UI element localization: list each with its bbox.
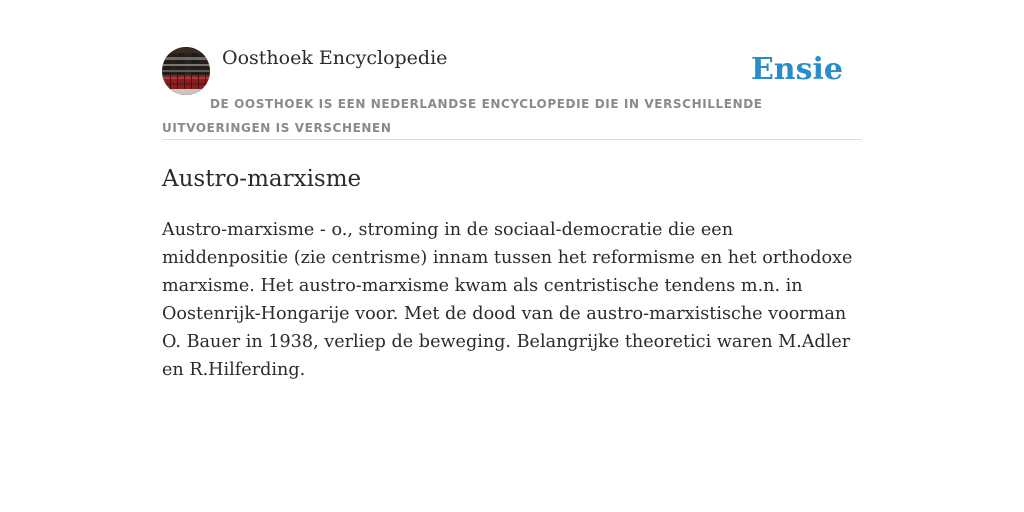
encyclopedia-books-icon[interactable]: [162, 47, 210, 95]
article-body: Austro-marxisme - o., stroming in de sociaal-democratie die een middenpositie (zie centrisme) innam tussen het reformisme en het orthodoxe marxisme. Het austro-marxisme kwam als centristische tendens m.n. in Oostenrijk-Hongarije voor. Met de dood van de austro-marxistische voorman O. Bauer in 1938, verliep de beweging. Belangrijke theoretici waren M.Adler en R.Hilferding.: [162, 220, 853, 380]
brand-logo[interactable]: Ensie: [750, 52, 843, 87]
source-title[interactable]: Oosthoek Encyclopedie: [222, 47, 448, 69]
article-title: Austro-marxisme: [162, 166, 362, 192]
source-header: [162, 46, 862, 140]
source-description: DE OOSTHOEK IS EEN NEDERLANDSE ENCYCLOPEDIE DIE IN VERSCHILLENDE UITVOERINGEN IS VERSCHENEN: [162, 97, 763, 135]
